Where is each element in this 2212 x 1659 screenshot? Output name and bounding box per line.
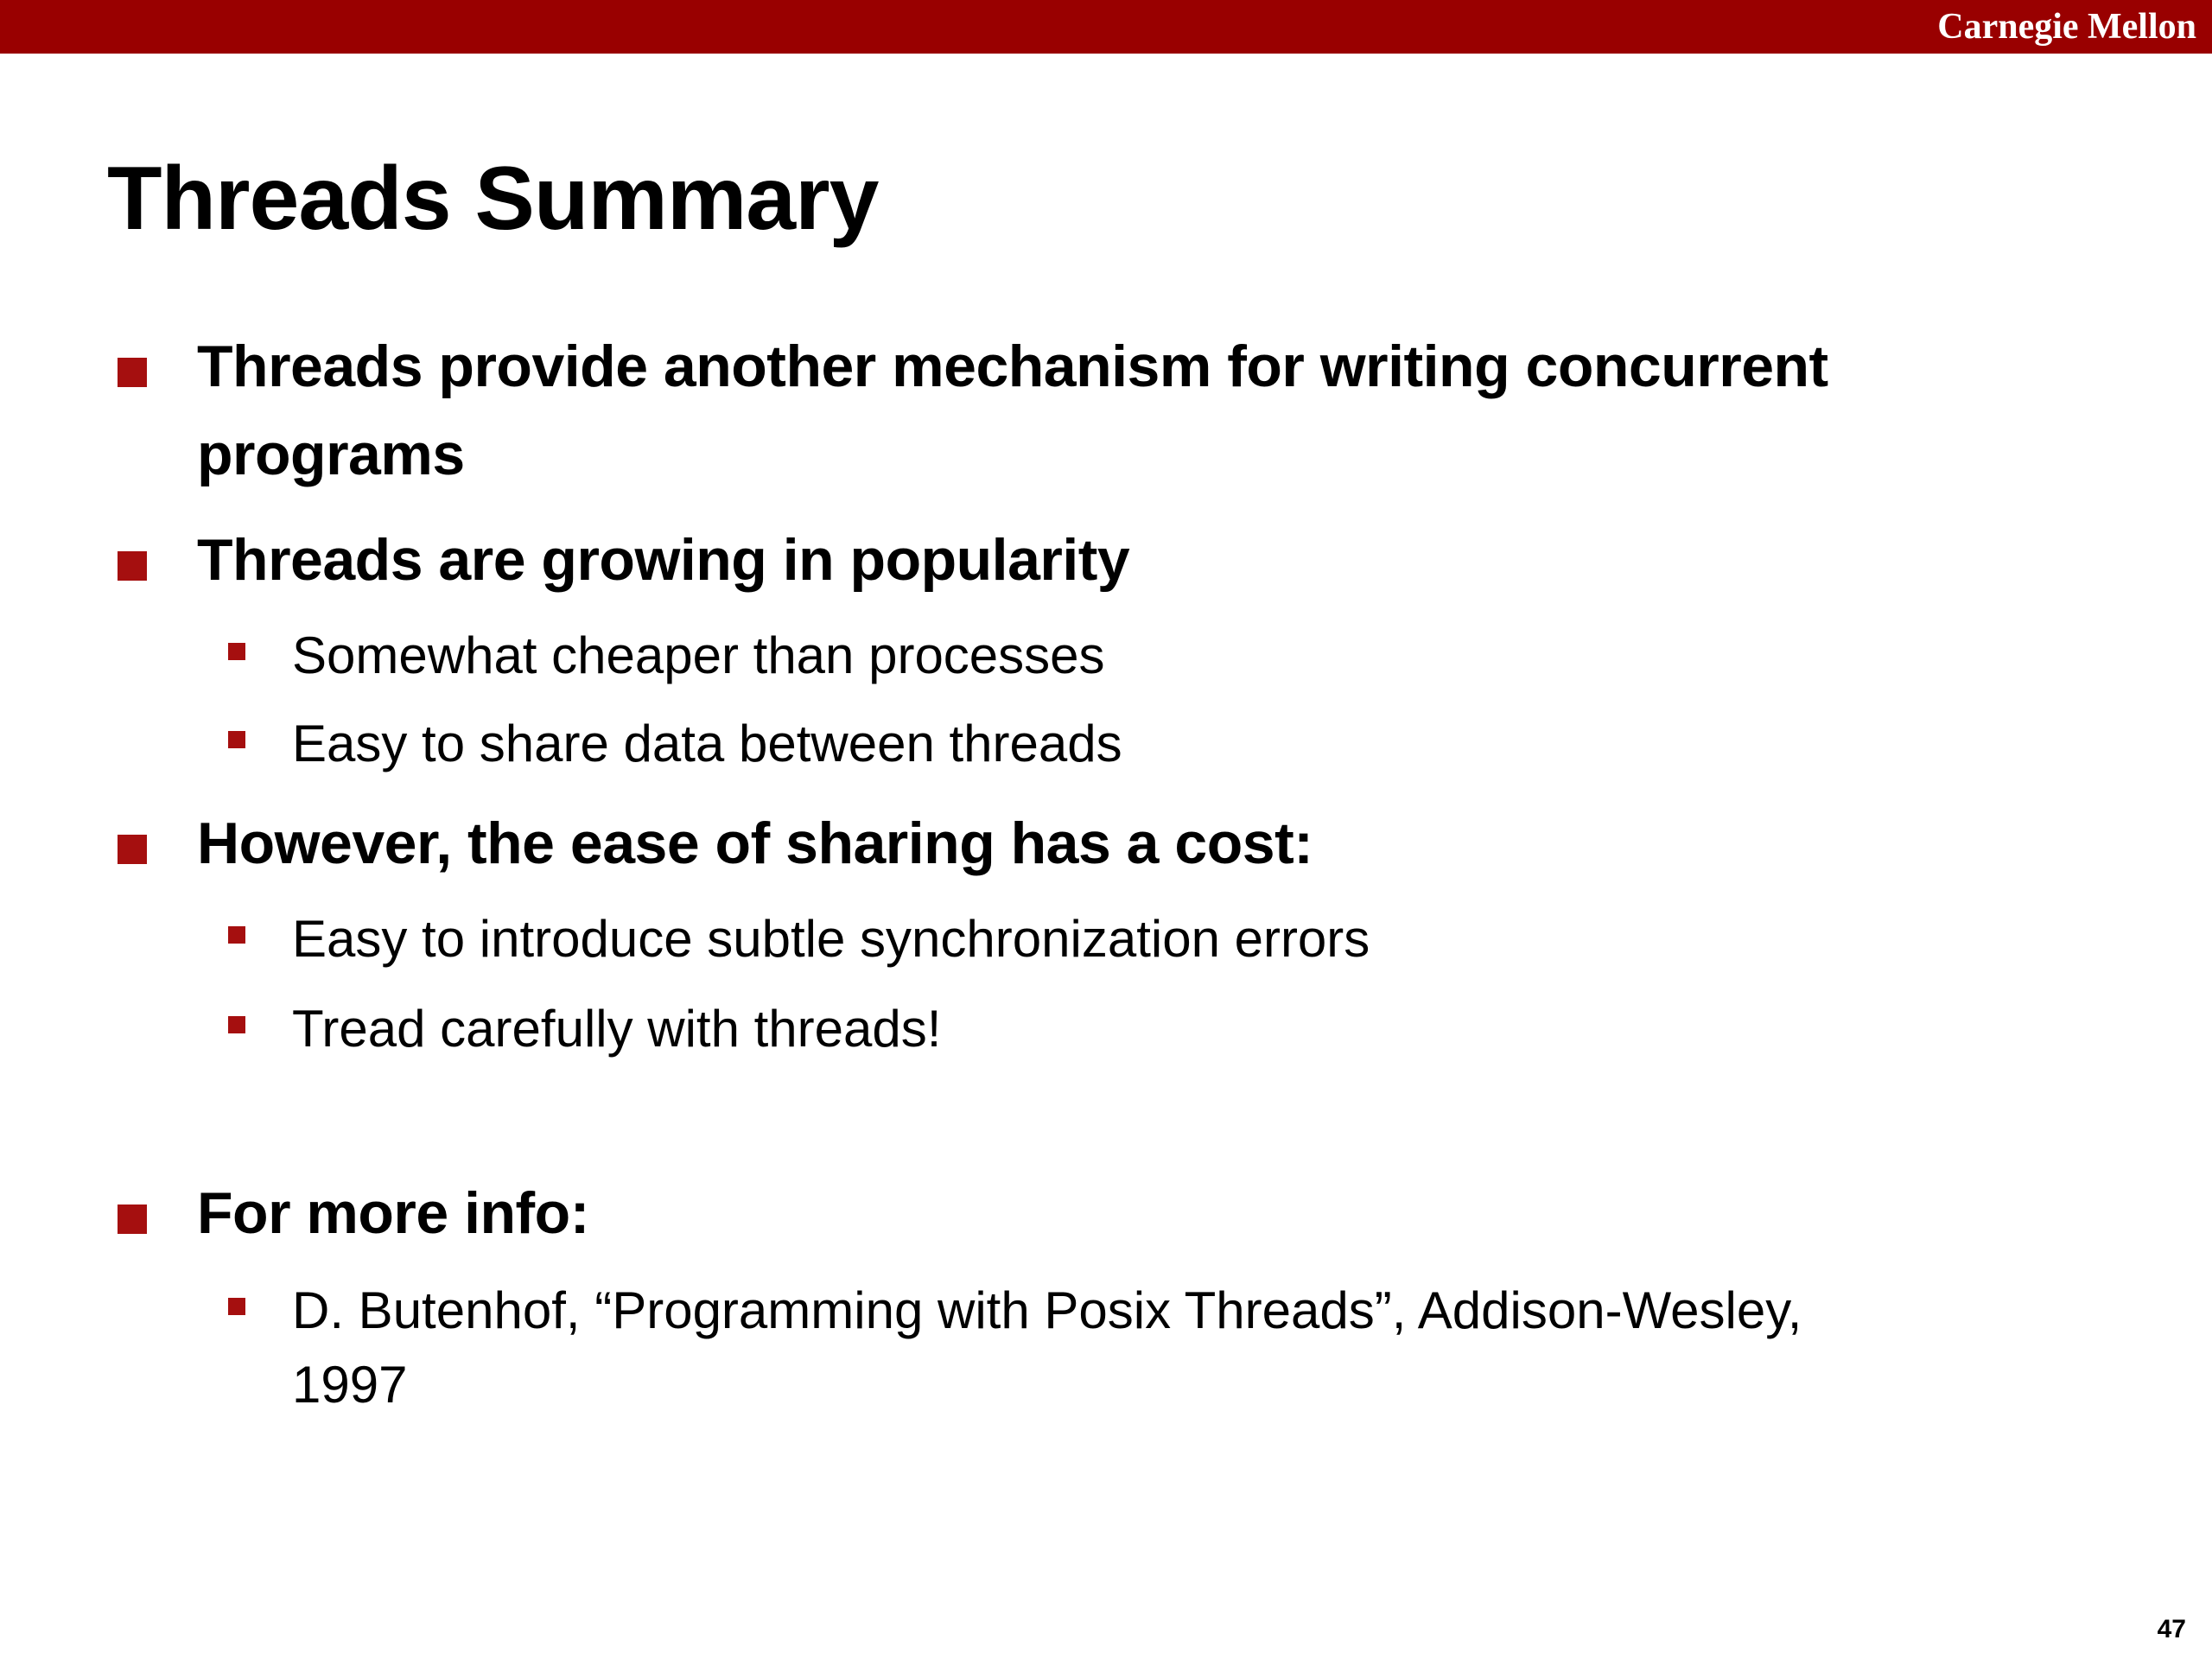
sub-bullet-square-icon — [228, 1298, 245, 1315]
bullet-square-icon — [118, 358, 147, 387]
bullet-2: Threads are growing in popularity — [197, 527, 1130, 593]
page-number: 47 — [2157, 1615, 2186, 1643]
bullet-3: However, the ease of sharing has a cost: — [197, 810, 1313, 876]
brand-label: Carnegie Mellon — [1937, 7, 2196, 47]
bullet-4: For more info: — [197, 1180, 589, 1246]
sub-bullet-3-1: Easy to introduce subtle synchronization errors — [292, 910, 1370, 968]
sub-bullet-3-2: Tread carefully with threads! — [292, 1000, 942, 1058]
sub-bullet-4-1-line-1: D. Butenhof, “Programming with Posix Threads”, Addison-Wesley, — [292, 1281, 1802, 1339]
sub-bullet-4-1-line-2: 1997 — [292, 1356, 408, 1414]
sub-bullet-square-icon — [228, 731, 245, 748]
bullet-1-line-1: Threads provide another mechanism for writing concurrent — [197, 334, 1828, 399]
bullet-1-line-2: programs — [197, 422, 465, 487]
sub-bullet-2-1: Somewhat cheaper than processes — [292, 626, 1105, 684]
header-bar — [0, 0, 2212, 54]
sub-bullet-square-icon — [228, 926, 245, 944]
bullet-square-icon — [118, 835, 147, 864]
sub-bullet-square-icon — [228, 1016, 245, 1033]
sub-bullet-2-2: Easy to share data between threads — [292, 715, 1122, 772]
bullet-square-icon — [118, 551, 147, 581]
slide-title: Threads Summary — [107, 149, 879, 249]
bullet-square-icon — [118, 1205, 147, 1234]
sub-bullet-square-icon — [228, 643, 245, 660]
